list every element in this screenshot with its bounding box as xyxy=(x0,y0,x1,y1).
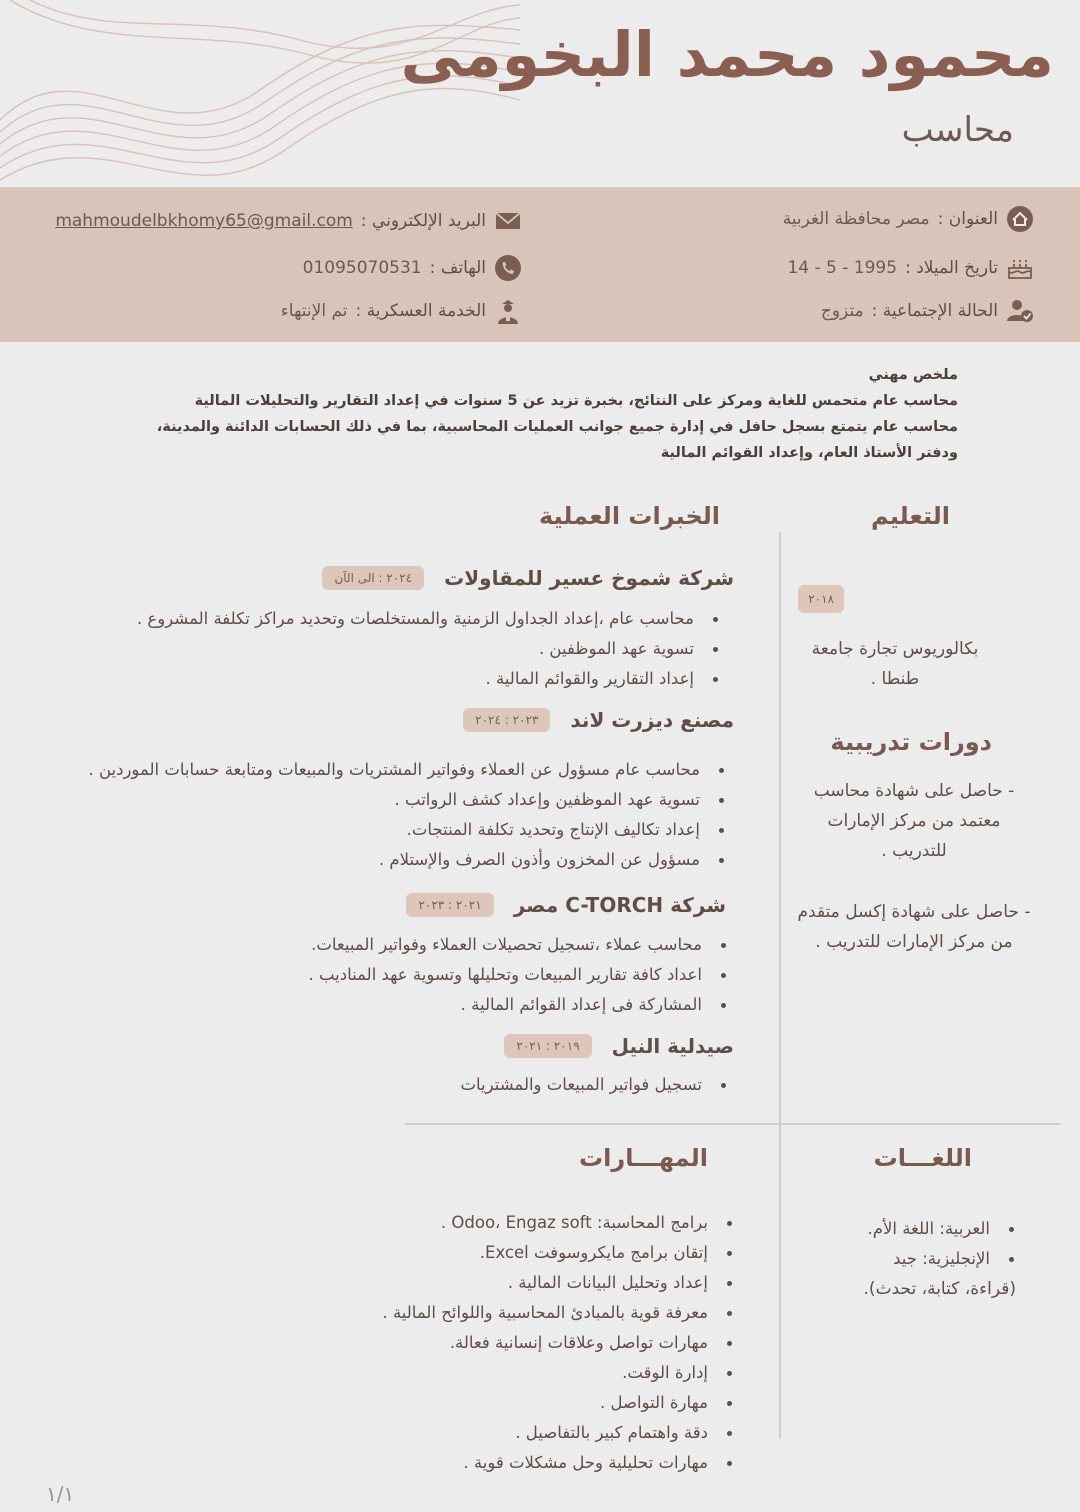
list-item: إعداد وتحليل البيانات المالية . xyxy=(382,1268,736,1298)
phone-value: 01095070531 xyxy=(302,258,422,278)
list-item: محاسب عام ،إعداد الجداول الزمنية والمستخلصات وتحديد مراكز تكلفة المشروع . xyxy=(137,604,722,634)
military-value: تم الإنتهاء xyxy=(280,301,348,321)
marital-value: متزوج xyxy=(820,301,864,321)
course-line: معتمد من مركز الإمارات xyxy=(827,811,1001,831)
list-item: محاسب عام مسؤول عن العملاء وفواتير المشتريات والمبيعات ومتابعة حسابات الموردين . xyxy=(88,755,728,785)
degree-line: بكالوريوس تجارة جامعة xyxy=(811,639,979,659)
marital-label: الحالة الإجتماعية : xyxy=(871,301,998,321)
job-entry-header xyxy=(504,1034,734,1058)
list-item: دقة واهتمام كبير بالتفاصيل . xyxy=(382,1418,736,1448)
list-item: الإنجليزية: جيد xyxy=(868,1244,1018,1274)
course-line: من مركز الإمارات للتدريب . xyxy=(815,932,1013,952)
birth-label: تاريخ الميلاد : xyxy=(905,258,998,278)
professional-summary xyxy=(138,362,958,466)
job-duties xyxy=(460,1070,730,1100)
address-row xyxy=(783,205,1034,233)
list-item: اعداد كافة تقارير المبيعات وتحليلها وتسوية عهد المناديب . xyxy=(308,960,730,990)
summary-line: محاسب عام يتمتع بسجل حافل في إدارة جميع جوانب العمليات المحاسبية، بما في ذلك الحسابات الدائنة والمدينة، xyxy=(156,419,958,435)
company-name: شركة C-TORCH مصر xyxy=(513,893,726,917)
education-degree xyxy=(780,634,1010,694)
skills-title: المهـــارات xyxy=(579,1144,708,1172)
course-entry xyxy=(784,897,1044,957)
email-row xyxy=(55,207,522,235)
job-entry-header xyxy=(322,566,734,590)
email-link[interactable]: mahmoudelbkhomy65@gmail.com xyxy=(55,211,353,231)
list-item: مهارات تحليلية وحل مشكلات قوية . xyxy=(382,1448,736,1478)
list-item: مهارات تواصل وعلاقات إنسانية فعالة. xyxy=(382,1328,736,1358)
job-entry-header xyxy=(463,708,734,732)
period-badge: ٢٠٢٣ : ٢٠٢٤ xyxy=(463,708,550,732)
experience-title: الخبرات العملية xyxy=(539,502,720,530)
section-divider xyxy=(405,1123,1061,1125)
education-title: التعليم xyxy=(871,502,950,530)
job-duties xyxy=(88,755,728,875)
candidate-name: محمود محمد البخومى xyxy=(400,18,1054,91)
course-entry xyxy=(784,776,1044,866)
list-item: العربية: اللغة الأم. xyxy=(868,1214,1018,1244)
mail-icon xyxy=(494,207,522,235)
education-year-badge: ٢٠١٨ xyxy=(798,585,844,613)
list-item: إعداد التقارير والقوائم المالية . xyxy=(137,664,722,694)
military-row xyxy=(281,297,522,325)
company-name: شركة شموخ عسير للمقاولات xyxy=(444,566,734,590)
list-item: المشاركة فى إعداد القوائم المالية . xyxy=(308,990,730,1020)
marital-row xyxy=(821,297,1034,325)
list-item: مسؤول عن المخزون وأذون الصرف والإستلام . xyxy=(88,845,728,875)
list-item: تسوية عهد الموظفين . xyxy=(137,634,722,664)
languages-title: اللغـــات xyxy=(873,1144,972,1172)
list-item: تسوية عهد الموظفين وإعداد كشف الرواتب . xyxy=(88,785,728,815)
course-line: - حاصل على شهادة إكسل متقدم xyxy=(797,902,1031,922)
address-value: مصر محافظة الغربية xyxy=(782,209,930,229)
summary-title: ملخص مهني xyxy=(868,367,958,383)
period-badge: ٢٠٢٤ : الى الآن xyxy=(322,566,424,590)
period-badge: ٢٠٢١ : ٢٠٢٣ xyxy=(406,893,493,917)
job-duties xyxy=(308,930,730,1020)
company-name: مصنع ديزرت لاند xyxy=(570,708,734,732)
list-item: مهارة التواصل . xyxy=(382,1388,736,1418)
list-item: برامج المحاسبة: Odoo، Engaz soft . xyxy=(382,1208,736,1238)
address-label: العنوان : xyxy=(937,209,998,229)
list-item: محاسب عملاء ،تسجيل تحصيلات العملاء وفواتير المبيعات. xyxy=(308,930,730,960)
summary-line: محاسب عام متحمس للغاية ومركز على النتائج، بخبرة تزيد عن 5 سنوات في إعداد التقارير والتحليلات المالية xyxy=(194,393,958,409)
phone-label: الهاتف : xyxy=(429,258,486,278)
list-item: معرفة قوية بالمبادئ المحاسبية واللوائح المالية . xyxy=(382,1298,736,1328)
phone-row xyxy=(303,254,522,282)
birth-value: 14 - 5 - 1995 xyxy=(787,258,898,278)
birth-row xyxy=(787,254,1034,282)
list-item: إعداد تكاليف الإنتاج وتحديد تكلفة المنتجات. xyxy=(88,815,728,845)
english-detail: (قراءة، كتابة، تحدث). xyxy=(863,1279,1016,1299)
military-label: الخدمة العسكرية : xyxy=(355,301,486,321)
course-line: للتدريب . xyxy=(881,841,947,861)
list-item: إتقان برامج مايكروسوفت Excel. xyxy=(382,1238,736,1268)
job-entry-header xyxy=(406,893,726,917)
degree-line: طنطا . xyxy=(870,669,920,689)
summary-line: ودفتر الأستاذ العام، وإعداد القوائم المالية xyxy=(660,445,958,461)
page-number: ١/١ xyxy=(46,1482,75,1506)
period-badge: ٢٠١٩ : ٢٠٢١ xyxy=(504,1034,591,1058)
course-line: - حاصل على شهادة محاسب xyxy=(813,781,1015,801)
user-check-icon xyxy=(1006,297,1034,325)
skills-list xyxy=(382,1208,736,1478)
soldier-icon xyxy=(494,297,522,325)
home-icon xyxy=(1006,205,1034,233)
cake-icon xyxy=(1006,254,1034,282)
list-item: تسجيل فواتير المبيعات والمشتريات xyxy=(460,1070,730,1100)
courses-title: دورات تدريبية xyxy=(830,728,992,756)
email-label: البريد الإلكتروني : xyxy=(360,211,486,231)
job-title: محاسب xyxy=(901,110,1014,150)
languages-list xyxy=(868,1214,1018,1274)
company-name: صيدلية النيل xyxy=(611,1034,734,1058)
job-duties xyxy=(137,604,722,694)
phone-icon xyxy=(494,254,522,282)
list-item: إدارة الوقت. xyxy=(382,1358,736,1388)
